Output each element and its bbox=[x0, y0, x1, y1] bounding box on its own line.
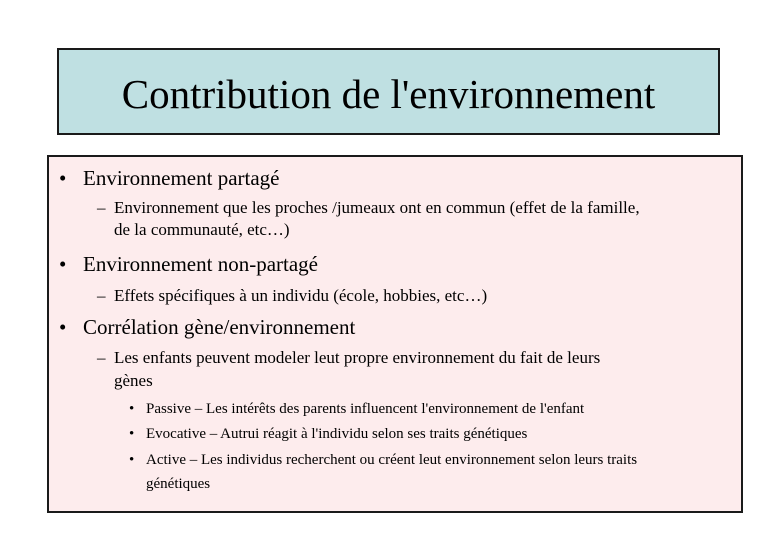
dash-marker: – bbox=[97, 286, 106, 305]
slide-title: Contribution de l'environnement bbox=[121, 71, 656, 117]
bullet-marker: • bbox=[129, 426, 135, 442]
dash-marker: – bbox=[97, 198, 106, 217]
sub-text-line-2: gènes bbox=[114, 371, 153, 390]
sub-text-line-1: Environnement que les proches /jumeaux ont en commun (effet de la famille, bbox=[114, 198, 640, 217]
bullet-text: Environnement non-partagé bbox=[83, 252, 318, 276]
bullet-marker: • bbox=[59, 166, 67, 190]
bullet-marker: • bbox=[59, 315, 67, 339]
title-box bbox=[57, 48, 720, 135]
subsub-text-line-2: génétiques bbox=[146, 476, 211, 492]
bullet-text: Environnement partagé bbox=[83, 166, 280, 190]
sub-text-line-2: de la communauté, etc…) bbox=[114, 220, 290, 239]
bullet-text: Corrélation gène/environnement bbox=[83, 315, 356, 339]
bullet-marker: • bbox=[129, 401, 135, 417]
bullet-marker: • bbox=[129, 452, 135, 468]
content-box bbox=[47, 155, 743, 513]
sub-text-line-1: Effets spécifiques à un individu (école, hobbies, etc…) bbox=[114, 286, 488, 305]
bullet-marker: • bbox=[59, 252, 67, 276]
subsub-text: Passive – Les intérêts des parents influencent l'environnement de l'enfant bbox=[146, 401, 585, 417]
subsub-text: Evocative – Autrui réagit à l'individu selon ses traits génétiques bbox=[146, 426, 528, 442]
subsub-text-line-1: Active – Les individus recherchent ou créent leut environnement selon leurs traits bbox=[146, 452, 638, 468]
dash-marker: – bbox=[97, 348, 106, 367]
sub-text-line-1: Les enfants peuvent modeler leut propre environnement du fait de leurs bbox=[114, 348, 601, 367]
